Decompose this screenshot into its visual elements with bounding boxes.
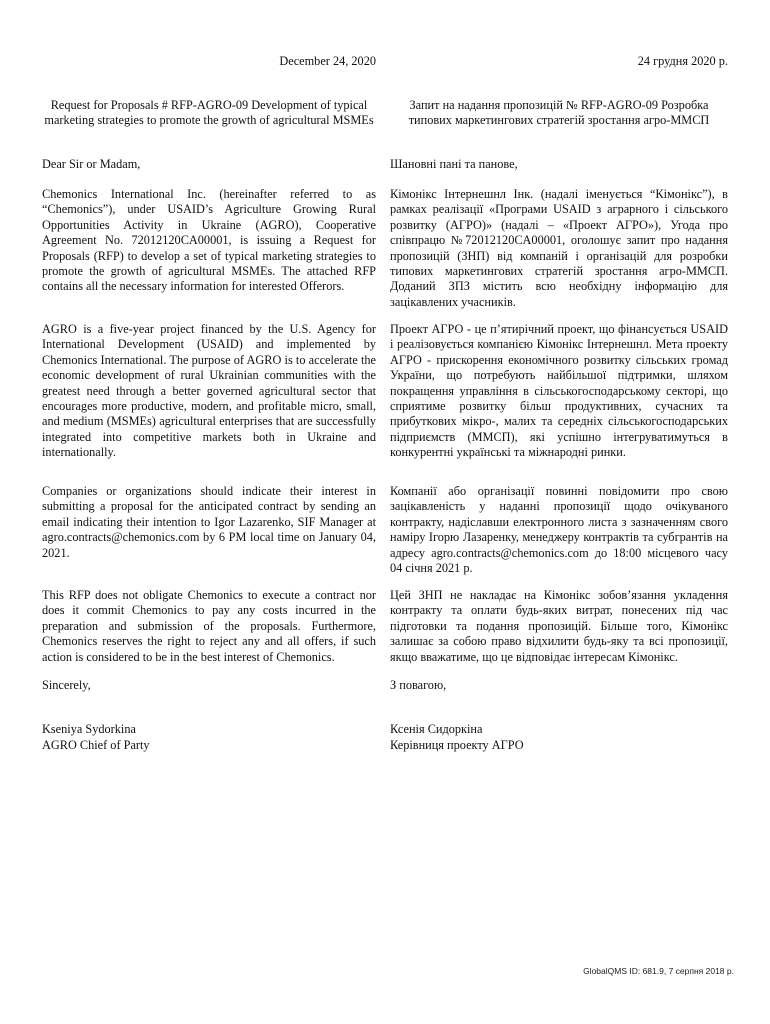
english-date: December 24, 2020 [279, 54, 376, 68]
english-paragraph-2: AGRO is a five-year project financed by the U.S. Agency for International Development (USAID) and implemented by Chemonics International. The purpose of AGRO is to accelerate the economic development of rural Ukrainian communities with the greatest need through a better governed agricultural sector that encourages more productive, modern, and profitable micro, small, and medium (MSMEs) agricultural enterprises that are successfully integrated into competitive markets both in Ukraine and internationally. [42, 322, 376, 460]
ukrainian-paragraph-2: Проект АГРО - це п’ятирічний проект, що фінансується USAID і реалізовується компанією Кімонікс Інтернешнл. Мета проекту АГРО - прискорення економічного розвитку сільських громад України, що потребують найбільшої підтримки, шляхом покращення управління в сільськогосподарському секторі, що сприятиме розвитку більш продуктивних, сучасних та прибуткових мікро-, малих та середніх сільськогосподарських підприємств (ММСП), які успішно інтегруватимуться в конкурентні українські та міжнародні ринки. [390, 322, 728, 460]
ukrainian-greeting: Шановні пані та панове, [390, 157, 518, 171]
english-paragraph-4: This RFP does not obligate Chemonics to execute a contract nor does it commit Chemonics to pay any costs incurred in the preparation and submission of the proposals. Furthermore, Chemonics reserves the right to reject any and all offers, if such action is considered to be in the best interest of Chemonics. [42, 588, 376, 664]
ukrainian-paragraph-1: Кімонікс Інтернешнл Інк. (надалі іменується “Кімонікс”), в рамках реалізації «Програми USAID з аграрного і сільського розвитку (АГРО)» (надалі – «Проект АГРО»), Угода про співпрацю №72012120CA00001, оголошує запит про надання пропозицій (ЗНП) від компаній і організацій для розробки типових маркетингових стратегій зростання агро-ММСП. Доданий ЗПЗ містить всю необхідну інформацію для зацікавлених учасників. [390, 187, 728, 309]
english-signer-name: Kseniya Sydorkina [42, 722, 136, 736]
english-paragraph-1: Chemonics International Inc. (hereinafter referred to as “Chemonics”), under USAID’s Agriculture Growing Rural Opportunities Activity in Ukraine (AGRO), Cooperative Agreement No. 72012120CA00001, is issuing a Request for Proposals (RFP) to develop a set of typical marketing strategies to promote the growth of agricultural MSMEs. The attached RFP contains all the necessary information for interested Offerors. [42, 187, 376, 294]
ukrainian-paragraph-3: Компанії або організації повинні повідомити про свою зацікавленість у наданні пропозиції щодо очікуваного контракту, надіславши електронного листа з зазначенням свого наміру Ігорю Лазаренку, менеджеру контрактів та субгрантів на адресу agro.contracts@chemonics.com до 18:00 місцевого часу 04 січня 2021 р. [390, 484, 728, 576]
ukrainian-signer-title: Керівниця проекту АГРО [390, 738, 524, 752]
ukrainian-date: 24 грудня 2020 р. [637, 54, 728, 68]
ukrainian-closing: З повагою, [390, 678, 447, 692]
english-title: Request for Proposals # RFP-AGRO-09 Development of typical marketing strategies to promote the growth of agricultural MSMEs [44, 98, 374, 128]
footer-document-id: GlobalQMS ID: 681.9, 7 серпня 2018 р. [583, 966, 734, 976]
english-signer-title: AGRO Chief of Party [42, 738, 150, 752]
english-closing: Sincerely, [42, 678, 91, 692]
ukrainian-signer-name: Ксенія Сидоркіна [390, 722, 483, 736]
ukrainian-title: Запит на надання пропозицій № RFP-AGRO-09 Розробка типових маркетингових стратегій зростання агро-ММСП [408, 98, 710, 128]
english-paragraph-3: Companies or organizations should indicate their interest in submitting a proposal for the anticipated contract by sending an email indicating their intention to Igor Lazarenko, SIF Manager at agro.contracts@chemonics.com by 6 PM local time on January 04, 2021. [42, 484, 376, 560]
ukrainian-paragraph-4: Цей ЗНП не накладає на Кімонікс зобов’язання укладення контракту та оплати будь-яких витрат, понесених під час підготовки та подання пропозицій. Більше того, Кімонікс залишає за собою право відхилити будь-яку та всі пропозиції, якщо вважатиме, що це відповідає інтересам Кімонікс. [390, 588, 728, 664]
english-greeting: Dear Sir or Madam, [42, 157, 141, 171]
